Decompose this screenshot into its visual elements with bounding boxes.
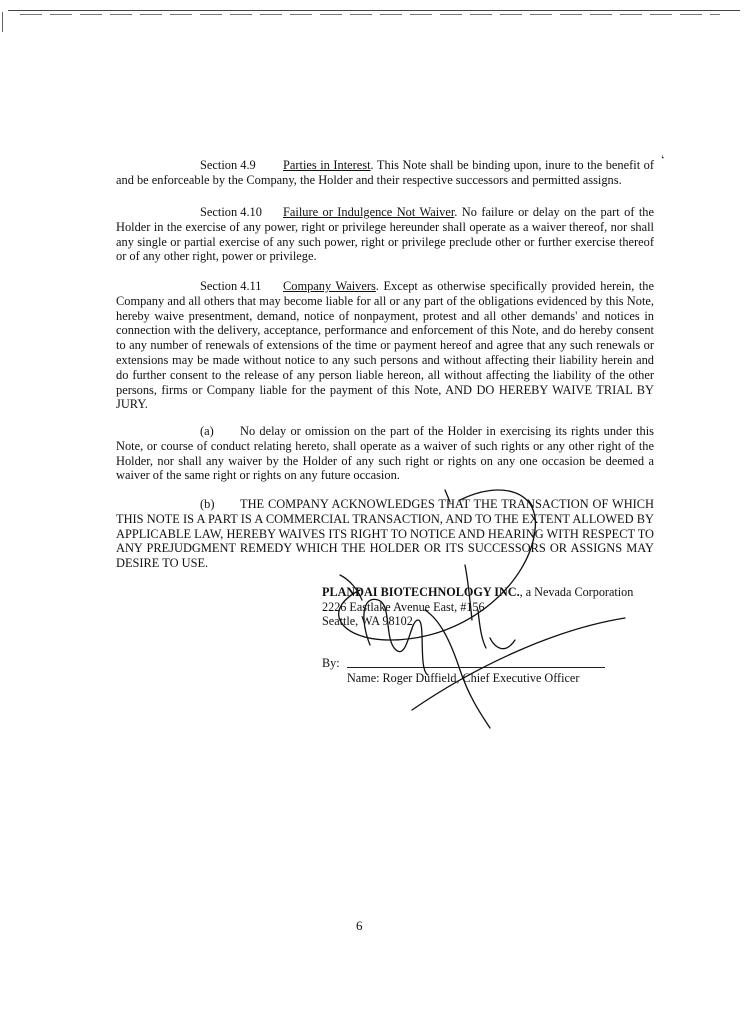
section-heading: Company Waivers bbox=[283, 279, 376, 293]
subsection-label: (a) bbox=[200, 424, 214, 438]
subsection-label: (b) bbox=[200, 497, 215, 511]
section-first-line: . No failure or delay on the part of the bbox=[454, 205, 655, 219]
signer-name-line: Name: Roger Duffield, Chief Executive Officer bbox=[347, 671, 580, 685]
page-number: 6 bbox=[356, 918, 363, 933]
subsection-text: Note, or course of conduct relating hereto, shall operate as a waiver of such rights or any other right of the Holder, nor shall any waiver by the Holder of any such right or rights on any one occasion be deemed a waiver of the same right or rights on any future occasion. bbox=[116, 438, 654, 483]
section-text: Company and all others that may become liable for all or any part of the obligations evidenced by this Note, hereby waive presentment, demand, notice of nonpayment, protest and all other demands' and notices in connection with the delivery, acceptance, performance and enforcement of this Note, and do hereby consent to any number of renewals of extensions of the time or payment hereof and agree that any such renewals or extensions may be made without notice to any such persons and without affecting their liability herein and do further consent to the release of any person liable hereon, all without affecting the liability of the other persons, firms or Company liable for the payment of this Note, AND DO HEREBY WAIVE TRIAL BY JURY. bbox=[116, 293, 654, 412]
section-number: Section 4.11 bbox=[200, 279, 262, 293]
section-text: of and be enforceable by the Company, the Holder and their respective successors and permitted assigns. bbox=[116, 158, 654, 187]
scan-edge-dashes bbox=[20, 14, 720, 15]
section-4-11 bbox=[116, 279, 654, 412]
section-heading: Parties in Interest bbox=[283, 158, 371, 172]
subsection-first-line: No delay or omission on the part of the Holder in exercising its rights under this bbox=[240, 424, 654, 438]
section-number: Section 4.10 bbox=[200, 205, 262, 219]
stray-mark: ‘ bbox=[658, 152, 669, 167]
section-first-line: . This Note shall be binding upon, inure to the benefit bbox=[370, 158, 641, 172]
company-suffix: , a Nevada Corporation bbox=[519, 585, 634, 599]
subsection-text: WHICH THIS NOTE IS A PART IS A COMMERCIAL TRANSACTION, AND TO THE EXTENT ALLOWED BY APPLICABLE LAW, HEREBY WAIVES ITS RIGHT TO NOTICE AND HEARING WITH RESPECT TO ANY PREJUDGMENT REMEDY WHICH THE HOLDER OR ITS SUCCESSORS OR ASSIGNS MAY DESIRE TO USE. bbox=[116, 497, 654, 571]
subsection-first-line: THE COMPANY ACKNOWLEDGES THAT THE TRANSACTION OF bbox=[240, 497, 609, 511]
section-number: Section 4.9 bbox=[200, 158, 256, 172]
address-line-1: 2226 Eastlake Avenue East, #156 bbox=[322, 599, 485, 614]
scan-edge-line bbox=[8, 10, 740, 11]
handwritten-signature bbox=[300, 470, 640, 730]
section-first-line: . Except as otherwise specifically provided herein, the bbox=[375, 279, 654, 293]
scan-edge-left bbox=[2, 12, 3, 32]
address-line-2: Seattle, WA 98102 bbox=[322, 614, 413, 629]
company-name: PLANDAI BIOTECHNOLOGY INC. bbox=[322, 585, 520, 599]
section-4-9 bbox=[116, 158, 654, 188]
section-4-10 bbox=[116, 205, 654, 264]
section-text: Holder in the exercise of any power, right or privilege hereunder shall operate as a waiver thereof, nor shall any single or partial exercise of any such power, right or privilege preclude other or further exercise thereof or of any other right, power or privilege. bbox=[116, 219, 654, 264]
by-label: By: bbox=[322, 656, 340, 670]
section-heading: Failure or Indulgence Not Waiver bbox=[283, 205, 455, 219]
